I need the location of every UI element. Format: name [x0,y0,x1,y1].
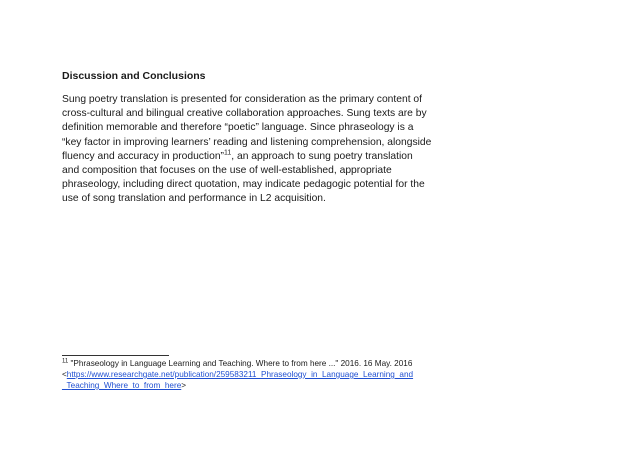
paragraph-line: cross-cultural and bilingual creative collaboration approaches. Sung texts are by [62,108,427,120]
footnote-url-line [62,369,414,380]
footnote-citation-text: "Phraseology in Language Learning and Teaching. Where to from here ..." 2016. 16 May. 2016 [68,359,413,368]
footnote-link-continued[interactable]: _Teaching_Where_to_from_here [62,381,182,390]
url-close-bracket: > [181,381,187,390]
footnote-number: 11 [62,358,69,365]
paragraph-line: “key factor in improving learners’ reading and listening comprehension, alongside [62,136,432,148]
footnote-citation-line [62,358,413,369]
paragraph-line-with-footnote [62,149,413,164]
section-heading: Discussion and Conclusions [62,70,206,82]
footnote [62,358,414,391]
paragraph-line: and composition that focuses on the use of well-established, appropriate [62,165,392,177]
paragraph-line-end: , an approach to sung poetry translation [231,150,413,162]
paragraph-line: definition memorable and therefore “poetic” language. Since phraseology is a [62,122,414,134]
footnote-reference[interactable]: 11 [223,149,232,157]
url-open-bracket: < [62,370,67,379]
paragraph-line: Sung poetry translation is presented for consideration as the primary content of [62,94,423,105]
footnote-url-line [62,380,392,391]
paragraph-line-start: fluency and accuracy in production” [62,150,224,162]
paragraph-line: phraseology, including direct quotation, may indicate pedagogic potential for the [62,179,425,191]
footnote-link[interactable]: https://www.researchgate.net/publication/259583211_Phraseology_in_Language_Learning_and [66,370,414,379]
body-paragraph [62,93,432,207]
footnote-separator [62,355,169,356]
paragraph-line: use of song translation and performance in L2 acquisition. [62,193,326,205]
